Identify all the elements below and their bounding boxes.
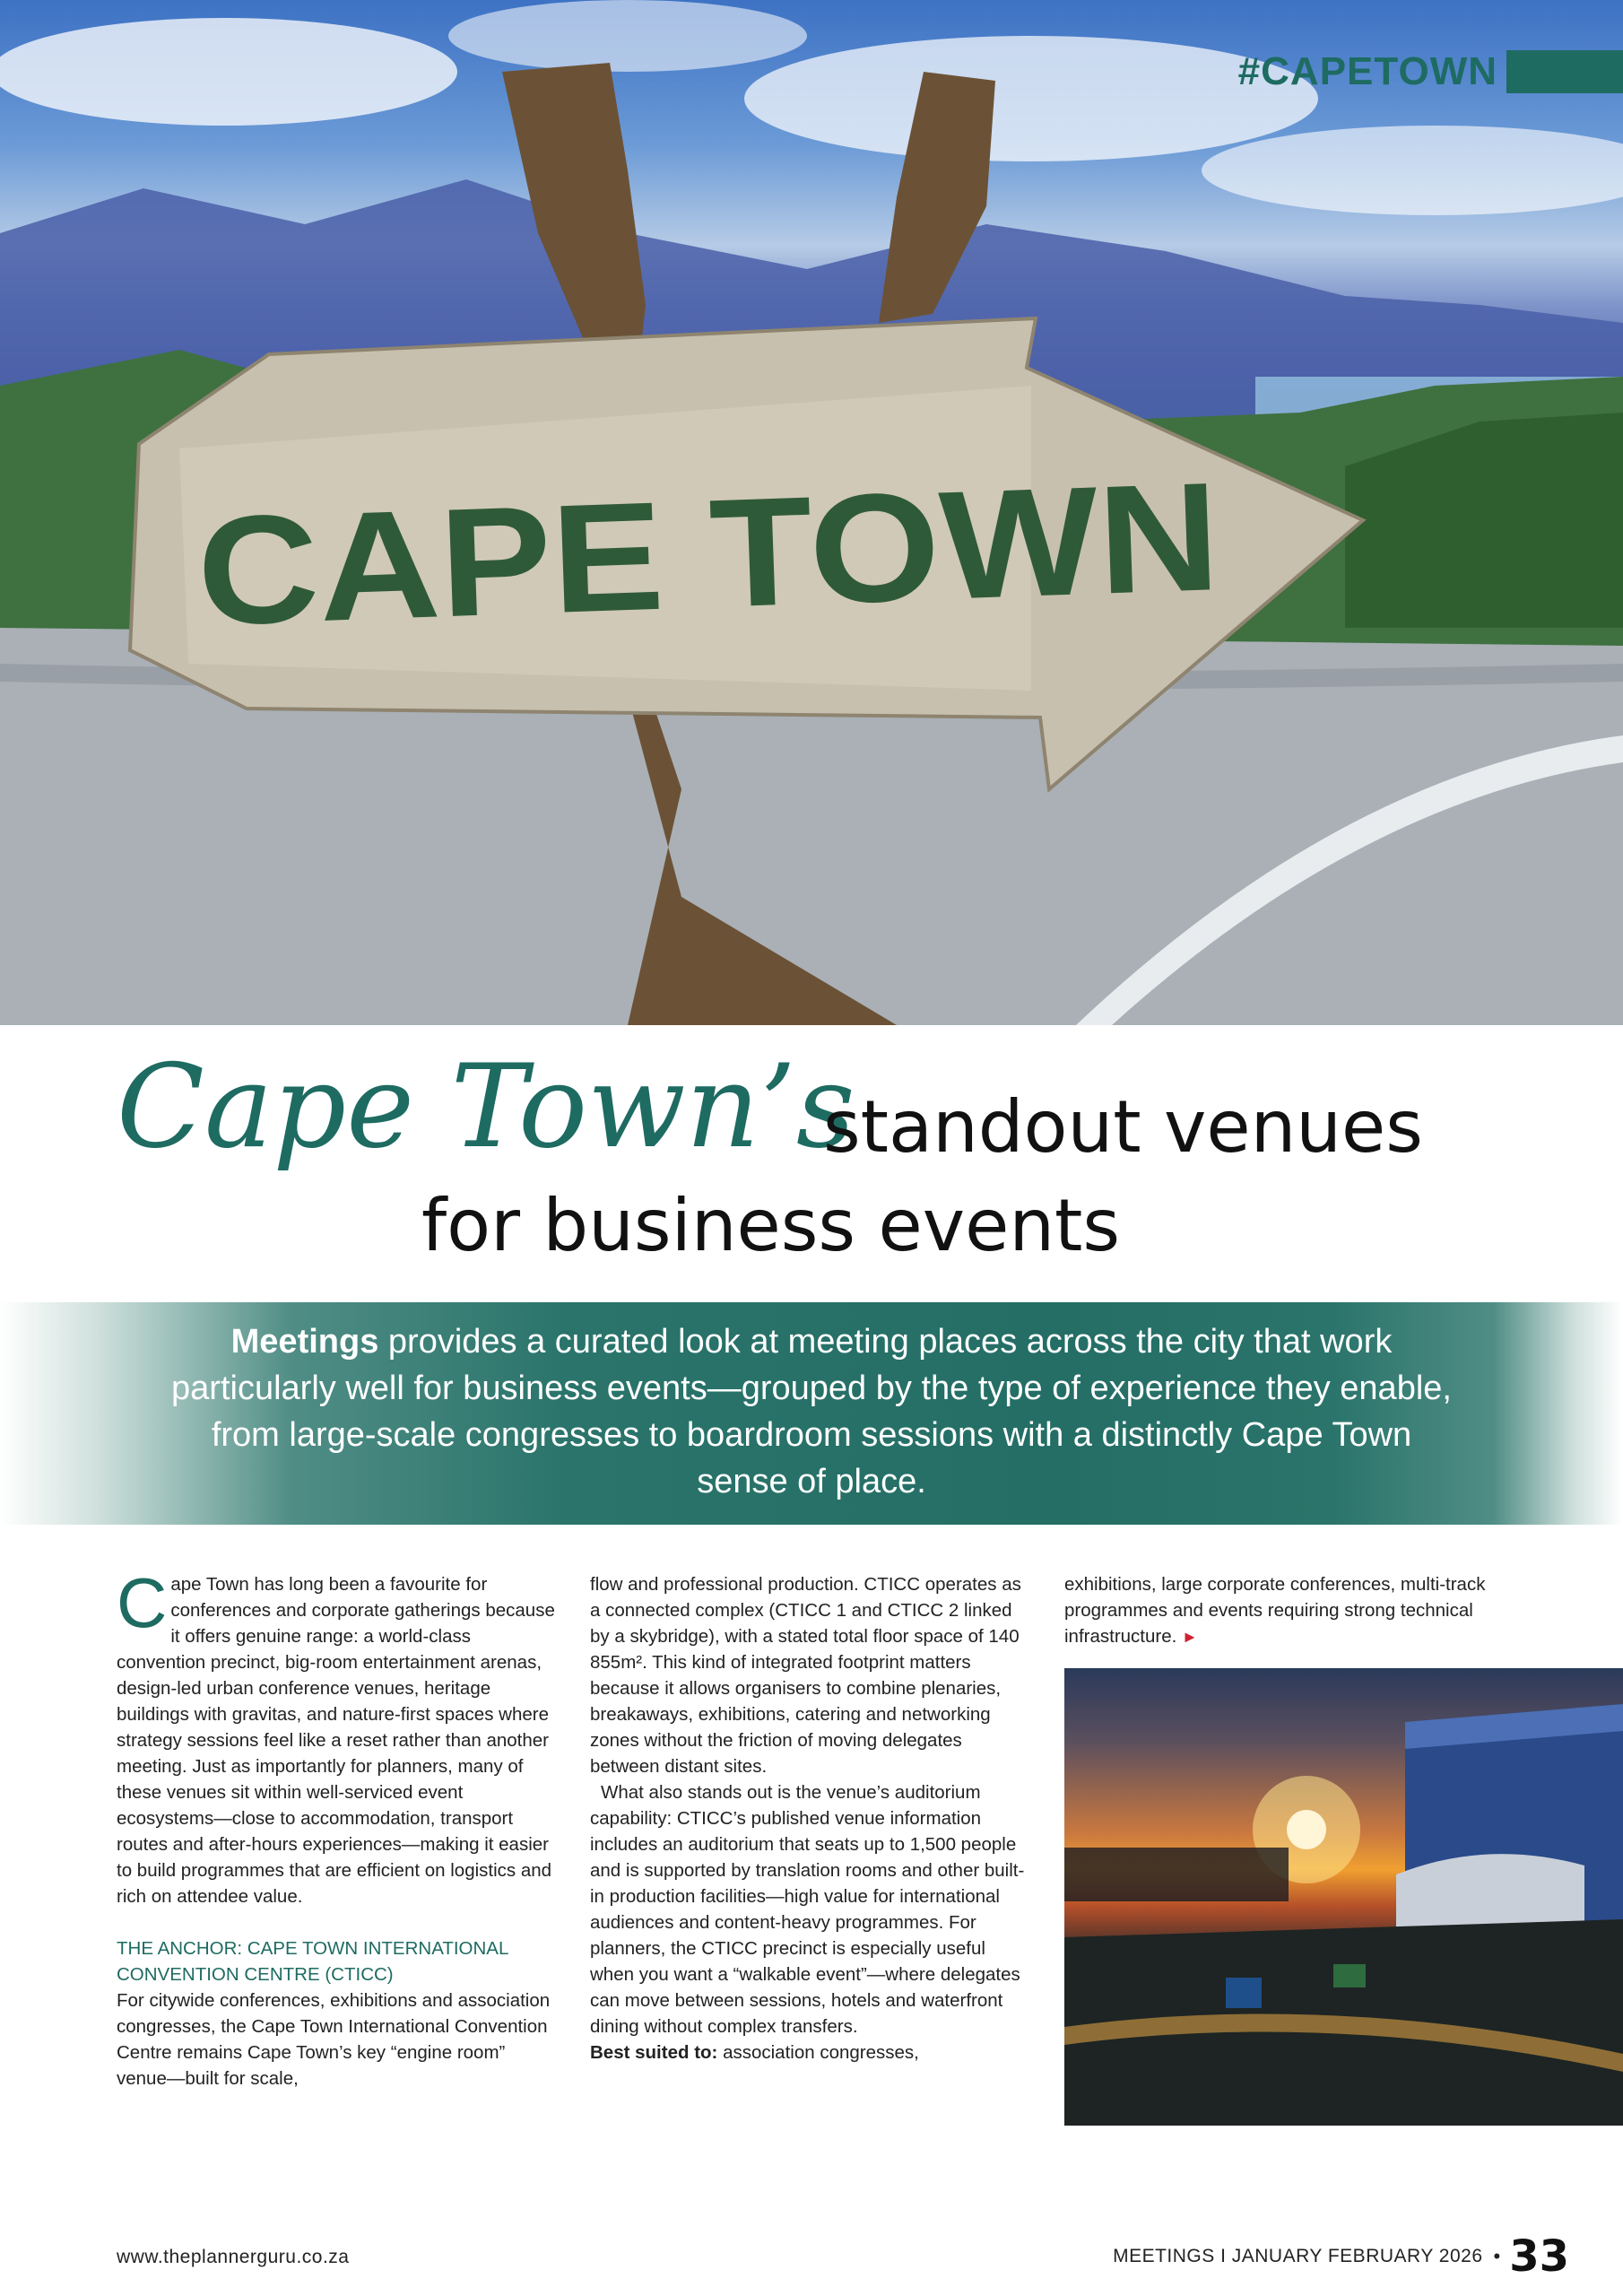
paragraph-2: For citywide conferences, exhibitions and association congresses, the Cape Town International Convention Centre remains Cape Town’s key “engine room” venue—built for scale, <box>117 1990 551 2089</box>
paragraph-3: flow and professional production. CTICC operates as a connected complex (CTICC 1 and CTICC 2 linked by a skybridge), with a stated total floor space of 140 855m². This kind of integrated footprint matters because it allows organisers to combine plenaries, breakaways, exhibitions, catering and networking zones without the friction of moving delegates between distant sites. <box>590 1574 1021 1777</box>
paragraph-1 <box>117 1563 556 1909</box>
intro-brand: Meetings <box>230 1323 379 1361</box>
sign-text: CAPE TOWN <box>194 453 1141 658</box>
paragraph-4: What also stands out is the venue’s auditorium capability: CTICC’s published venue information includes an auditorium that seats up to 1,500 people and is supported by translation rooms and other built-in production facilities—high value for international audiences and content-heavy programmes. For planners, the CTICC precinct is especially useful when you want a “walkable event”—where delegates can move between sessions, hotels and waterfront dining without complex transfers. <box>590 1782 1025 2037</box>
article-headline <box>0 1040 1623 1309</box>
cticc-illustration <box>1064 1668 1623 2126</box>
headline-line1: standout venues <box>823 1085 1423 1169</box>
hashtag-tab <box>1238 49 1623 94</box>
hashtag-bar <box>1506 50 1623 93</box>
column-2 <box>590 1571 1034 2066</box>
footer-url: www.theplannerguru.co.za <box>117 2247 350 2267</box>
footer-right <box>1113 2231 1569 2282</box>
intro-band <box>0 1302 1623 1525</box>
column-1 <box>117 1563 556 2092</box>
footer-publication: MEETINGS I JANUARY FEBRUARY 2026 <box>1113 2246 1483 2266</box>
column-3 <box>1064 1571 1504 1650</box>
page-number: 33 <box>1509 2231 1569 2282</box>
best-suited-label: Best suited to: <box>590 2042 718 2063</box>
cticc-photo <box>1064 1668 1623 2126</box>
hashtag-label: #CAPETOWN <box>1237 49 1497 93</box>
best-suited <box>590 2039 1034 2066</box>
headline-line2: for business events <box>421 1184 1121 1267</box>
footer-separator: • <box>1493 2245 1501 2267</box>
intro-body: provides a curated look at meeting places across the city that work particularly well for business events—grouped by the type of experience they enable, from large-scale congresses to boardroom sessions with a distinctly Cape Town sense of place. <box>171 1323 1452 1500</box>
paragraph-5 <box>1064 1571 1504 1650</box>
drop-cap: C <box>117 1563 168 1642</box>
headline-script: Cape Town’s <box>117 1040 855 1174</box>
end-mark-icon: ► <box>1182 1628 1198 1646</box>
intro-text <box>161 1318 1462 1505</box>
best-suited-text: association congresses, <box>717 2042 919 2063</box>
paragraph-1-text: ape Town has long been a favourite for conferences and corporate gatherings because it offers genuine range: a world-class convention precinct, big-room entertainment arenas, design-led urban conference venues, heritage buildings with gravitas, and nature-first spaces where strategy sessions feel like a reset rather than another meeting. Just as importantly for planners, many of these venues sit within well-serviced event ecosystems—close to accommodation, transport routes and after-hours experiences—making it easier to build programmes that are efficient on logistics and rich on attendee value. <box>117 1574 555 1907</box>
section-subhead: THE ANCHOR: CAPE TOWN INTERNATIONAL CONVENTION CENTRE (CTICC) <box>117 1938 508 1985</box>
hero-image <box>0 0 1623 1025</box>
hero-illustration <box>0 0 1623 1025</box>
paragraph-5-text: exhibitions, large corporate conferences, multi-track programmes and events requiring strong technical infrastructure. <box>1064 1574 1486 1647</box>
